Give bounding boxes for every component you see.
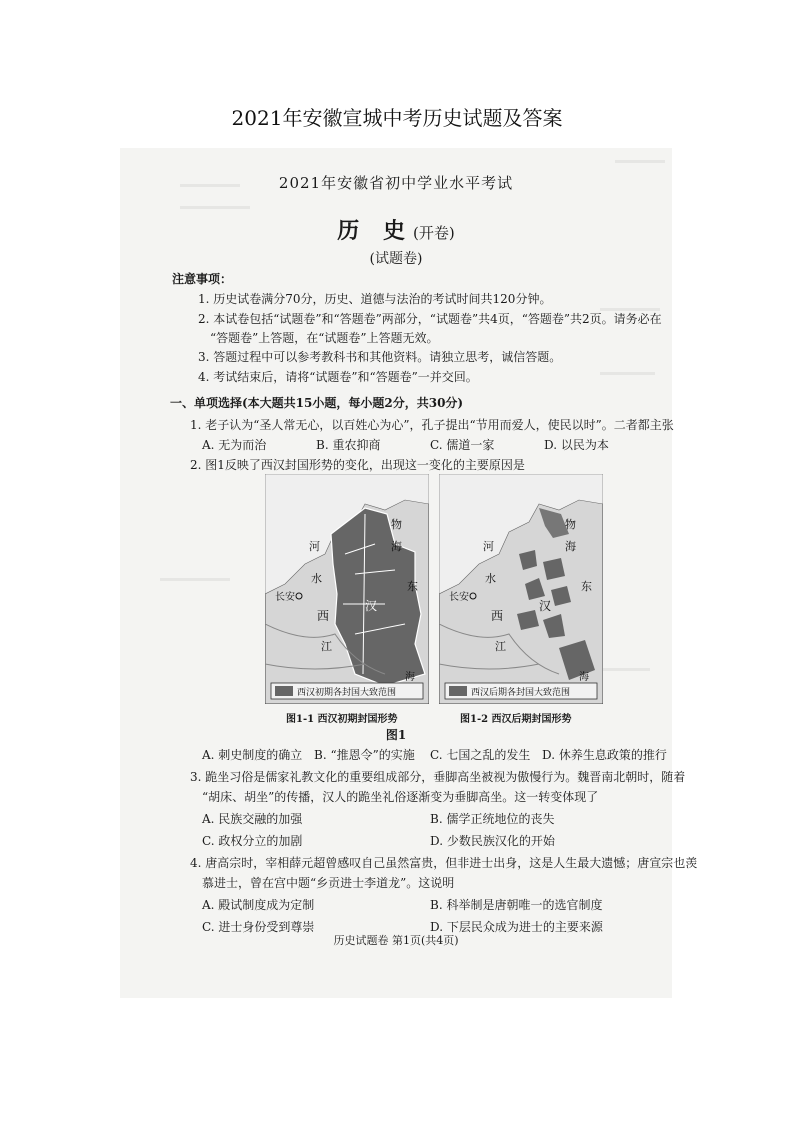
map-label: 汉 xyxy=(365,599,378,613)
subject-main: 历 史 xyxy=(337,218,413,244)
map-label: 海 xyxy=(391,540,402,553)
map-late-han-fiefdoms xyxy=(439,474,603,704)
map-label: 河 xyxy=(309,540,320,553)
q3-option-b: B. 儒学正统地位的丧失 xyxy=(430,812,555,826)
map-label: 西 xyxy=(491,609,504,623)
map-label: 东 xyxy=(407,580,418,593)
map-label: 西 xyxy=(317,609,330,623)
subject-paren: (开卷) xyxy=(412,224,455,242)
bleed-through-mark xyxy=(160,578,230,581)
q1-option-b: B. 重农抑商 xyxy=(316,438,381,452)
map-label: 水 xyxy=(311,572,322,585)
map1-caption: 图1-1 西汉初期封国形势 xyxy=(286,714,398,725)
scanned-exam-page xyxy=(120,148,698,998)
notice-heading: 注意事项： xyxy=(172,272,233,286)
q4-option-d: D. 下层民众成为进士的主要来源 xyxy=(430,920,603,934)
map2-caption: 图1-2 西汉后期封国形势 xyxy=(460,714,572,725)
bleed-through-mark xyxy=(615,160,665,163)
map-legend: 西汉后期各封国大致范围 xyxy=(471,688,571,698)
map-label: 物 xyxy=(391,518,402,531)
exam-title: 2021年安徽省初中学业水平考试 xyxy=(278,174,514,192)
q4-option-c: C. 进士身份受到尊崇 xyxy=(202,920,315,934)
map-label: 海 xyxy=(565,540,576,553)
map-label: 长安 xyxy=(449,592,469,603)
bleed-through-mark xyxy=(180,206,250,209)
q4-stem-line: 慕进士，曾在宫中题“乡贡进士李道龙”。这说明 xyxy=(202,876,455,890)
map-label: 江 xyxy=(495,640,506,653)
page-footer: 历史试题卷 第1页(共4页) xyxy=(333,934,459,947)
q1-option-a: A. 无为而治 xyxy=(202,438,267,452)
q3-stem-line: “胡床、胡坐”的传播，汉人的跪坐礼俗逐渐变为垂脚高坐。这一转变体现了 xyxy=(202,790,599,804)
section-heading: 一、单项选择(本大题共15小题，每小题2分，共30分) xyxy=(170,396,464,410)
q3-option-a: A. 民族交融的加强 xyxy=(202,812,303,826)
paper-type: (试题卷) xyxy=(369,251,423,267)
map-label: 水 xyxy=(485,572,496,585)
map-legend: 西汉初期各封国大致范围 xyxy=(297,688,397,698)
figure-label: 图1 xyxy=(385,728,407,742)
map-label: 江 xyxy=(321,640,332,653)
notice-item: 3. 答题过程中可以参考教科书和其他资料。请独立思考，诚信答题。 xyxy=(198,350,562,364)
map-label: 海 xyxy=(579,672,589,683)
notice-item: 1. 历史试卷满分70分，历史、道德与法治的考试时间共120分钟。 xyxy=(198,292,552,306)
notice-item: “答题卷”上答题，在“试题卷”上答题无效。 xyxy=(210,331,439,345)
q4-stem-line: 4. 唐高宗时，宰相薛元超曾感叹自己虽然富贵，但非进士出身，这是人生最大遗憾；唐宣宗也羡 xyxy=(190,856,698,870)
map-early-han-fiefdoms xyxy=(265,474,429,704)
q3-option-c: C. 政权分立的加剧 xyxy=(202,834,303,848)
q3-stem-line: 3. 跪坐习俗是儒家礼教文化的重要组成部分，垂脚高坐被视为傲慢行为。魏晋南北朝时，随着 xyxy=(190,770,686,784)
map-label: 汉 xyxy=(539,599,552,613)
notice-item: 4. 考试结束后，请将“试题卷”和“答题卷”一并交回。 xyxy=(198,370,478,384)
bleed-through-mark xyxy=(600,372,655,375)
map-label: 河 xyxy=(483,540,494,553)
map-label: 海 xyxy=(405,672,415,683)
map-label: 长安 xyxy=(275,592,295,603)
q1-stem: 1. 老子认为“圣人常无心，以百姓心为心”，孔子提出“节用而爱人，使民以时”。二者都主张 xyxy=(190,418,674,432)
q2-option-d: D. 休养生息政策的推行 xyxy=(542,748,667,762)
q1-option-c: C. 儒道一家 xyxy=(430,438,495,452)
subject-heading xyxy=(120,214,672,245)
q2-stem: 2. 图1反映了西汉封国形势的变化，出现这一变化的主要原因是 xyxy=(190,458,525,472)
q2-option-a: A. 刺史制度的确立 xyxy=(202,748,303,762)
q4-option-a: A. 殿试制度成为定制 xyxy=(202,898,315,912)
q4-option-b: B. 科举制是唐朝唯一的选官制度 xyxy=(430,898,603,912)
page-title: 2021年安徽宣城中考历史试题及答案 xyxy=(231,106,563,130)
q2-option-b: B. “推恩令”的实施 xyxy=(314,748,415,762)
notice-item: 2. 本试卷包括“试题卷”和“答题卷”两部分，“试题卷”共4页，“答题卷”共2页。请务必在 xyxy=(198,312,662,326)
q3-option-d: D. 少数民族汉化的开始 xyxy=(430,834,555,848)
q2-option-c: C. 七国之乱的发生 xyxy=(430,748,531,762)
map-label: 东 xyxy=(581,580,592,593)
map-label: 物 xyxy=(565,518,576,531)
q1-option-d: D. 以民为本 xyxy=(544,438,609,452)
